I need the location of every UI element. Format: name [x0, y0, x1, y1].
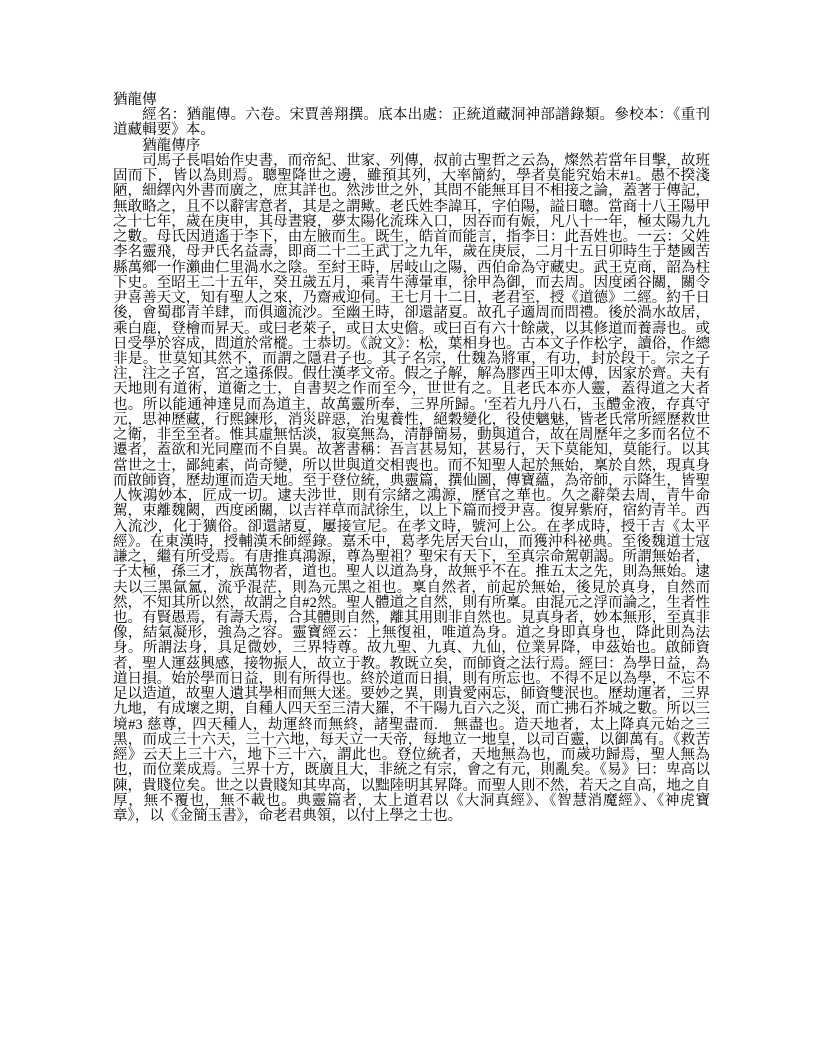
document-meta: 經名：猶龍傳。六卷。宋賈善翔撰。底本出處：正統道藏洞神部譜錄類。參校本：《重刊道藏輯要》本。: [113, 107, 710, 139]
section-heading: 猶龍傳序: [142, 137, 201, 154]
body-paragraph: 司馬子長唱始作史書，而帝紀、世家、列傳，叔前古聖哲之云為，燦然若當年目擊，故班固而下，皆以為則焉。聰聖降世之邊，雖預其列，大率簡約，學者莫能究始末#1。愚不揆淺陋，細繹內外書而廣之，庶其詳也。然涉世之外，其問不能無耳目不相接之論，蓋著于傳記，無敢略之，且不以辭害意者，其是之謂歟。老氏姓李諱耳，字伯陽，謚日聰。當商十八王陽甲之十七年，歲在庚申，其母晝寢，夢太陽化流珠入口，因吞而有娠，凡八十一年，極太陽九九之數。母氏因逍遙于李下，由左腋而生。既生，皓首而能言，指李日：此吾姓也。一云：父姓李名靈飛，母尹氏名益壽，即商二十二王武丁之九年，歲在庚辰，二月十五日卯時生于楚國苦縣萬鄉一作瀨曲仁里渦水之陰。至紂王時，居岐山之陽，西伯命為守藏史。武王克商，韶為柱下史。至昭王二十五年，癸丑歲五月，乘青牛薄暈車，徐甲為御，而去周。因度函谷關，關令尹喜善天文，知有聖人之來，乃齋戒迎伺。王七月十二日，老君至，授《道德》二經。約千日後，會蜀郡青羊肆，而俱適流沙。至幽王時，卻還諸夏。故孔子適周而問禮。後於渦水故居，乘白鹿，登檜而昇天。或曰老萊子，或日太史儋。或曰百有六十餘歲，以其修道而養壽也。或日受學於容成，問道於常樅。士恭切。《說文》：松，葉相身也。古本文子作松字，讀俗，作總非是。世莫知其然不，而謂之隱君子也。其子名宗，仕魏為將軍，有功，封於段干。宗之子注，注之子宮，宮之遠孫假。假仕漢孝文帝。假之子解，解為膠西王叩太傅，因家於齊。夫有天地則有道術，道衛之士，自書契之作而至今，世世有之。且老氏本亦人靈，蓋得道之大者也。所以能通神達見而為道主，故萬靈所奉，三界所歸。'至若九丹八石，玉醴金液，存真守元，思神歷藏，行熙鍊形，消災辟惡，治鬼養性，絕穀變化，役使魑魅，皆老氏常所經歷救世之衛，非至至者。惟其虛無恬淡，寂寞無為，清靜簡易，動與道合，故在周歷年之多而名位不遷者，蓋欲和光同塵而不自異。故著書稱：吾言甚易知，甚易行，天下莫能知，莫能行。以其當世之士，鄙純素，尚奇變，所以世與道交相喪也。而不知聖人起於無始，稟於自然，現真身而啟師資，歷劫運而造天地。至于登位統，典靈篇，撰仙圖，傳寶蘊，為帝師，示降生，皆聖人恢鴻妙本，匠成一切。逮夫涉世，則有宗緒之鴻源，歷官之華也。久之辭榮去周，青牛命駕，束離魏闕，西度函關，以吉祥草而試徐生，以上下篇而授尹喜。復昇紫府，宿約青羊。西入流沙，化于獷俗。卻還諸夏，屢接宣尼。在孝文時，號河上公。在孝成時，授干吉《太平經》。在東漢時，授輔漢禾師經錄。嘉禾中，葛孝先居天台山，而獲沖科祕典。至後魏道士寇謙之，繼有所受焉。有唐推真鴻源，尊為聖祖？聖宋有天下，至真宗命駕朝謁。所謂無始者，子太極，孫三才，族萬物者，道也。聖人以道為身，故無乎不在。推五太之先，則為無始。逮夫以三黑氤氳，流乎混茫，則為元黑之祖也。稟自然者，前起於無始，後見於真身，自然而然，不知其所以然，故謂之自#2然。聖人體道之自然，則有所稟。由混元之浮而論之，生者性也。有賢愚焉，有壽夭焉，合其體則自然，離其用則非自然也。見真身者，妙本無形，至真非像，結氣凝形，強為之容。靈寶經云：上無復祖，唯道為身。道之身即真身也，降此則為法身。所謂法身，具足微妙，三界特尊。故九聖、九真、九仙，位業昇降，申茲始也。啟師資者，聖人運茲興感，接物振人，故立于教。教既立矣，而師資之法行焉。經曰：為學日益，為道日損。始於學而日益，則有所得也。終於道而日損，則有所忘也。不得不足以為學，不忘不足以造道，故聖人遺其學相而無大迷。要妙之異，則貴愛兩忘，師資雙泯也。歷劫運者，三界九地，有成壞之期，自種人四天至三清大羅，不干陽九百六之災，而亡拂石芥城之數。所以三境#3 慈尊，四天種人，劫運終而無終，諸聖盡而. 無盡也。造天地者，太上降真元始之三黑，而成三十六天，三十六地，每天立一天帝，每地立一地皇，以司百靈，以御萬有。《救苦經》云天上三十六，地下三十六，謂此也。登位統者，天地無為也，而歲功歸焉，聖人無為也，而位業成焉。三界十方，既廣且大，非統之有宗，會之有元，則亂矣。《易》曰：卑高以陳，貴賤位矣。世之以貴賤知其卑高，以黜陸明其昇降。而聖人則不然，若天之自高，地之自厚，無不覆也，無不載也。典靈篇者，太上道君以《大洞真經》、《智慧消魔經》、《神虎寶章》，以《金簡玉書》，命老君典領，以付上學之士也。: [113, 152, 710, 825]
document-title: 猶龍傳: [113, 92, 157, 108]
